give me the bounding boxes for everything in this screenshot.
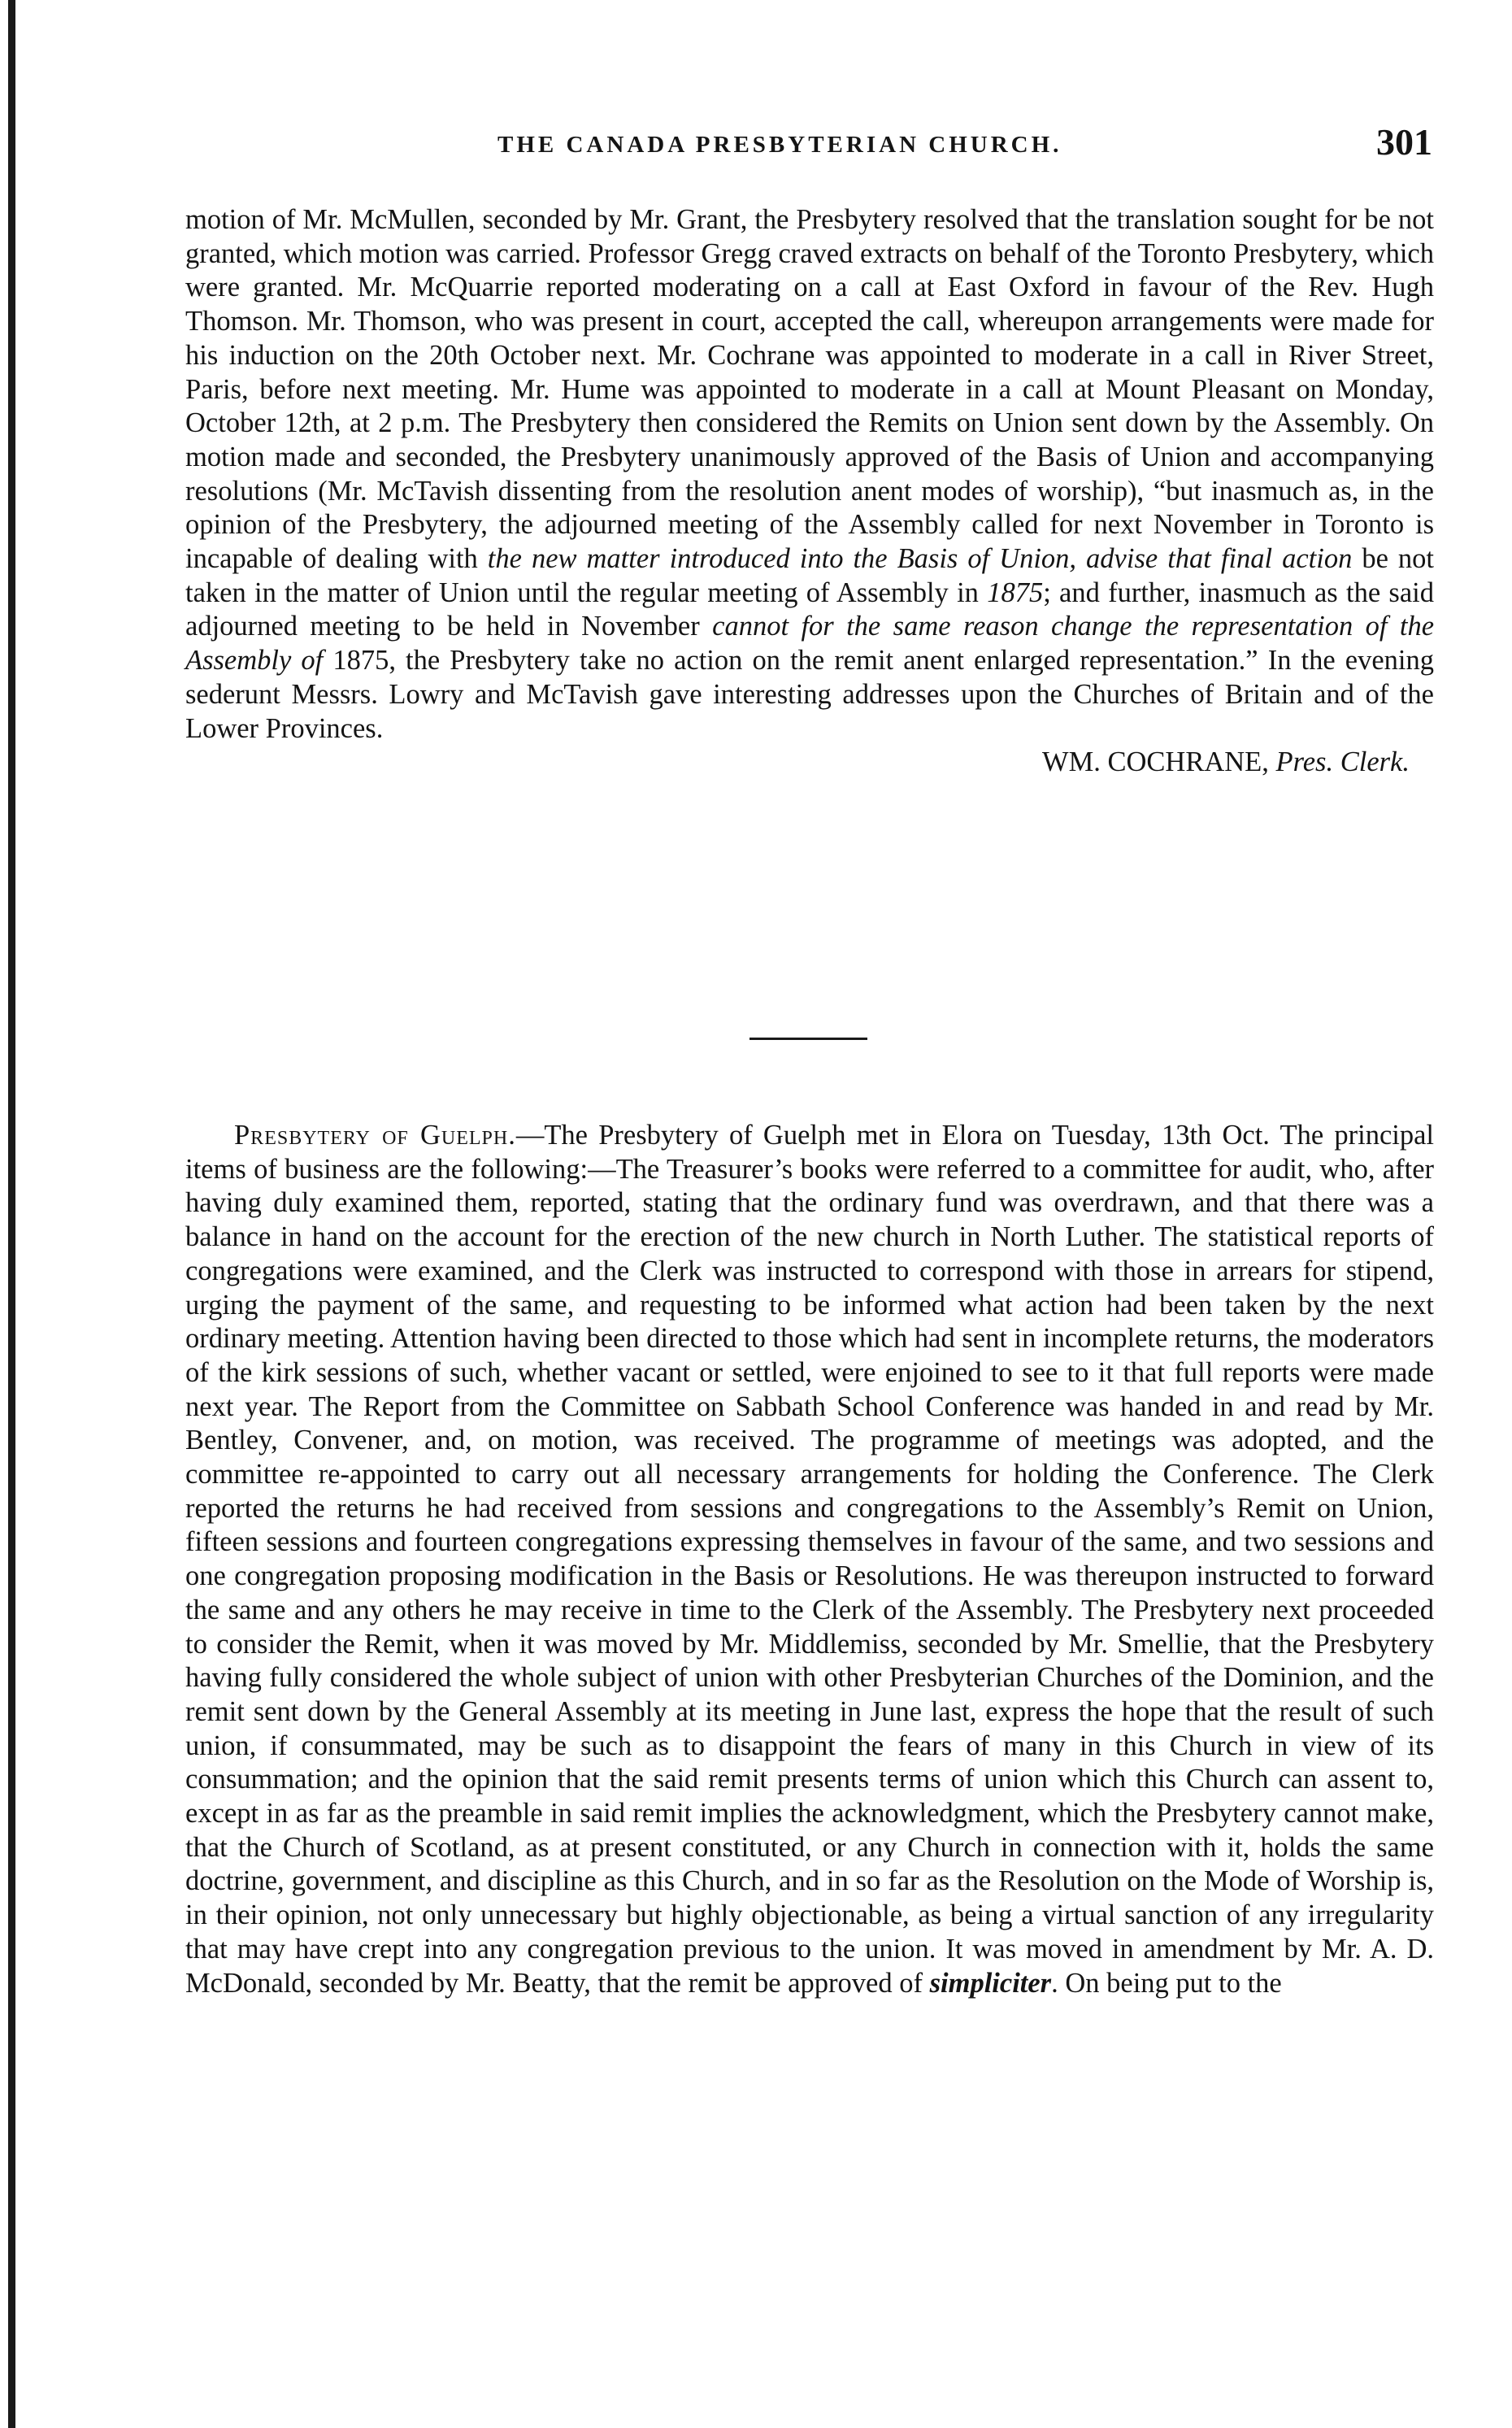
italic-text: 1875 bbox=[987, 577, 1044, 608]
signature-title: Pres. Clerk. bbox=[1275, 746, 1410, 778]
running-title: THE CANADA PRESBYTERIAN CHURCH. bbox=[497, 132, 1062, 158]
signature-name: WM. COCHRANE, bbox=[1042, 746, 1276, 778]
section-separator-rule bbox=[749, 1038, 867, 1040]
italic-text: simpliciter bbox=[929, 1967, 1052, 1999]
italic-text: the new matter introduced into the Basis of Union, advise that final action bbox=[487, 543, 1353, 575]
minutes-paragraph bbox=[185, 203, 1434, 746]
italic-text: cannot for the same reason change the representation of the Assembly of bbox=[185, 611, 1435, 677]
signature bbox=[185, 746, 1434, 780]
body-text: ; and further, inasmuch as the said adjourned meeting to be held in November bbox=[185, 577, 1434, 642]
guelph-paragraph bbox=[185, 1119, 1434, 2000]
section-guelph-presbytery bbox=[185, 1119, 1434, 2000]
body-text: 1875, the Presbytery take no action on the remit anent enlarged representation.” In the evening sederunt Messrs. Lowry and McTavish gave interesting addresses upon the Churches of Britain and of the Lower Provinces. bbox=[185, 645, 1434, 744]
running-header bbox=[189, 120, 1432, 169]
section-toronto-paris-minutes bbox=[185, 203, 1434, 780]
body-text: be not taken in the matter of Union until the regular meeting of Assembly in bbox=[185, 543, 1435, 608]
body-text: . On being put to the bbox=[1051, 1967, 1282, 1999]
page-number: 301 bbox=[1376, 121, 1432, 163]
page-edge-rule bbox=[8, 0, 15, 2428]
body-text: motion of Mr. McMullen, seconded by Mr. Grant, the Presbytery resolved that the translation sought for be not granted, which motion was carried. Professor Gregg craved extracts on behalf of the Toronto Presbytery, which were granted. Mr. McQuarrie reported moderating on a call at East Oxford in favour of the Rev. Hugh Thomson. Mr. Thomson, who was present in court, accepted the call, whereupon arrangements were made for his induction on the 20th October next. Mr. Cochrane was appointed to moderate in a call in River Street, Paris, before next meeting. Mr. Hume was appointed to moderate in a call at Mount Pleasant on Monday, October 12th, at 2 p.m. The Presbytery then considered the Remits on Union sent down by the Assembly. On motion made and seconded, the Presbytery unanimously approved of the Basis of Union and accompanying resolutions (Mr. McTavish dissenting from the resolution anent modes of worship), “but inasmuch as, in the opinion of the Presbytery, the adjourned meeting of the Assembly called for next November in Toronto is incapable of dealing with bbox=[185, 204, 1434, 575]
section-lead-heading: Presbytery of Guelph. bbox=[234, 1120, 516, 1151]
body-text: —The Presbytery of Guelph met in Elora on Tuesday, 13th Oct. The principal items of business are the following:—The Treasurer’s books were referred to a committee for audit, who, after having duly examined them, reported, stating that the ordinary fund was overdrawn, and that there was a balance in hand on the account for the erection of the new church in North Luther. The statistical reports of congregations were examined, and the Clerk was instructed to correspond with those in arrears for stipend, urging the payment of the same, and requesting to be informed what action had been taken by the next ordinary meeting. Attention having been directed to those which had sent in incomplete returns, the moderators of the kirk sessions of such, whether vacant or settled, were enjoined to see to it that full reports were made next year. The Report from the Committee on Sabbath School Conference was handed in and read by Mr. Bentley, Convener, and, on motion, was received. The programme of meetings was adopted, and the committee re-appointed to carry out all necessary arrangements for holding the Conference. The Clerk reported the returns he had received from sessions and congregations to the Assembly’s Remit on Union, fifteen sessions and fourteen congregations expressing themselves in favour of the same, and two sessions and one congregation proposing modification in the Basis or Resolutions. He was thereupon instructed to forward the same and any others he may receive in time to the Clerk of the Assembly. The Presbytery next proceeded to consider the Remit, when it was moved by Mr. Middlemiss, seconded by Mr. Smellie, that the Presbytery having fully considered the whole subject of union with other Presbyterian Churches of the Dominion, and the remit sent down by the General Assembly at its meeting in June last, express the hope that the result of such union, if consummated, may be such as to disappoint the fears of many in this Church in view of its consummation; and the opinion that the said remit presents terms of union which this Church can assent to, except in as far as the preamble in said remit implies the acknowledgment, which the Presbytery cannot make, that the Church of Scotland, as at present constituted, or any Church in connection with it, holds the same doctrine, government, and discipline as this Church, and in so far as the Resolution on the Mode of Worship is, in their opinion, not only unnecessary but highly objectionable, as being a virtual sanction of any irregularity that may have crept into any congregation previous to the union. It was moved in amendment by Mr. A. D. McDonald, seconded by Mr. Beatty, that the remit be approved of bbox=[185, 1120, 1434, 1999]
